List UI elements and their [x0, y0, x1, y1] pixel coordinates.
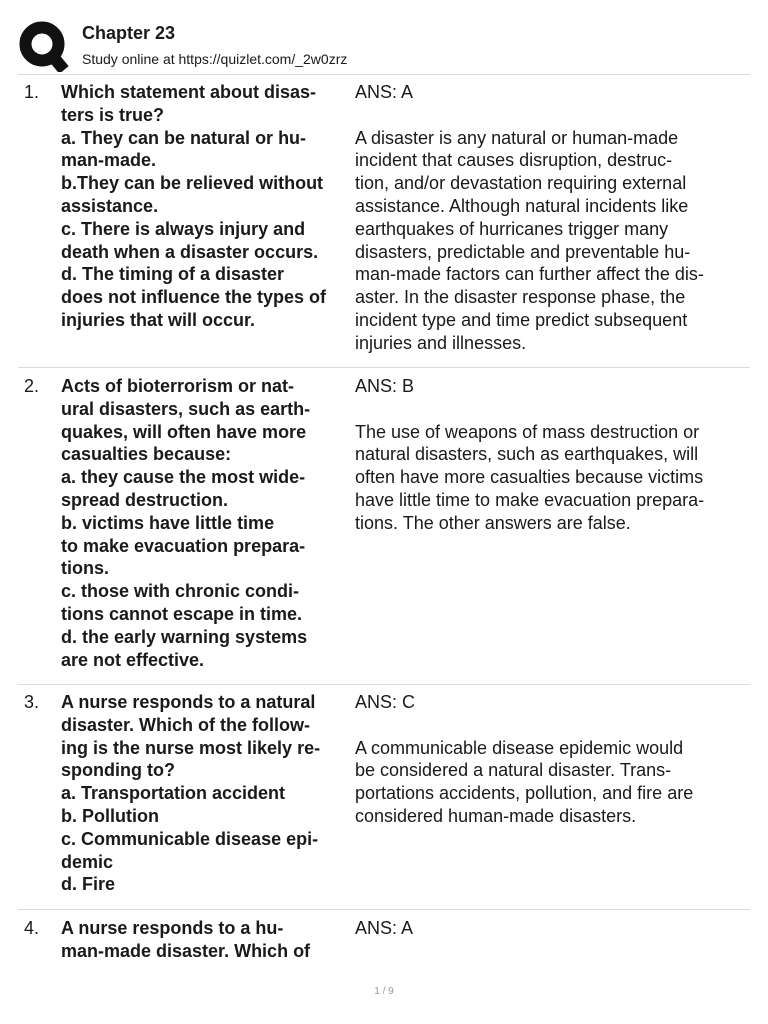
card-number: 1. [24, 82, 40, 102]
divider [18, 684, 750, 685]
answer-text: ANS: C A communicable disease epidemic would be considered a natural disaster. Trans- portations accidents, pollution, and fire are considered human-made disasters. [355, 692, 694, 826]
page-header [0, 0, 768, 74]
divider [18, 909, 750, 910]
card-number: 2. [24, 376, 40, 396]
card-number: 3. [24, 692, 40, 712]
question-text: A nurse responds to a hu- man-made disaster. Which of [61, 918, 311, 961]
quizlet-q-logo-icon [18, 20, 70, 72]
question-text: Which statement about disas- ters is true? a. They can be natural or hu- man-made. b.They can be relieved without assistance. c. There is always injury and death when a disaster occurs. d. The timing of a disaster does not influence the types of injuries that will occur. [61, 82, 327, 330]
question-text: Acts of bioterrorism or nat- ural disasters, such as earth- quakes, will often have more casualties because: a. they cause the most wide- spread destruction. b. victims have little time to make evacuation prepara- tions. c. those with chronic condi- tions cannot escape in time. d. the early warning systems are not effective. [61, 376, 311, 670]
page-indicator: 1 / 9 [374, 986, 394, 997]
card-number: 4. [24, 918, 40, 938]
answer-text: ANS: A [355, 918, 414, 938]
answer-text: ANS: B The use of weapons of mass destruction or natural disasters, such as earthquakes, will often have more casualties because victims have little time to make evacuation prepara- tions. The other answers are false. [355, 376, 705, 533]
answer-text: ANS: A A disaster is any natural or human-made incident that causes disruption, destruc- tion, and/or devastation requiring external assistance. Although natural incidents like earthquakes of hurricanes trigger many disasters, predictable and preventable hu- man-made factors can further affect the dis- aster. In the disaster response phase, the incident type and time predict subsequent injuries and illnesses. [355, 82, 704, 353]
divider [18, 74, 750, 75]
chapter-title: Chapter 23 [82, 23, 176, 43]
divider [18, 367, 750, 368]
study-online-link[interactable]: Study online at https://quizlet.com/_2w0zrz [82, 51, 348, 67]
question-text: A nurse responds to a natural disaster. Which of the follow- ing is the nurse most likely re- sponding to? a. Transportation accident b. Pollution c. Communicable disease epi- demic d. Fire [61, 692, 321, 895]
